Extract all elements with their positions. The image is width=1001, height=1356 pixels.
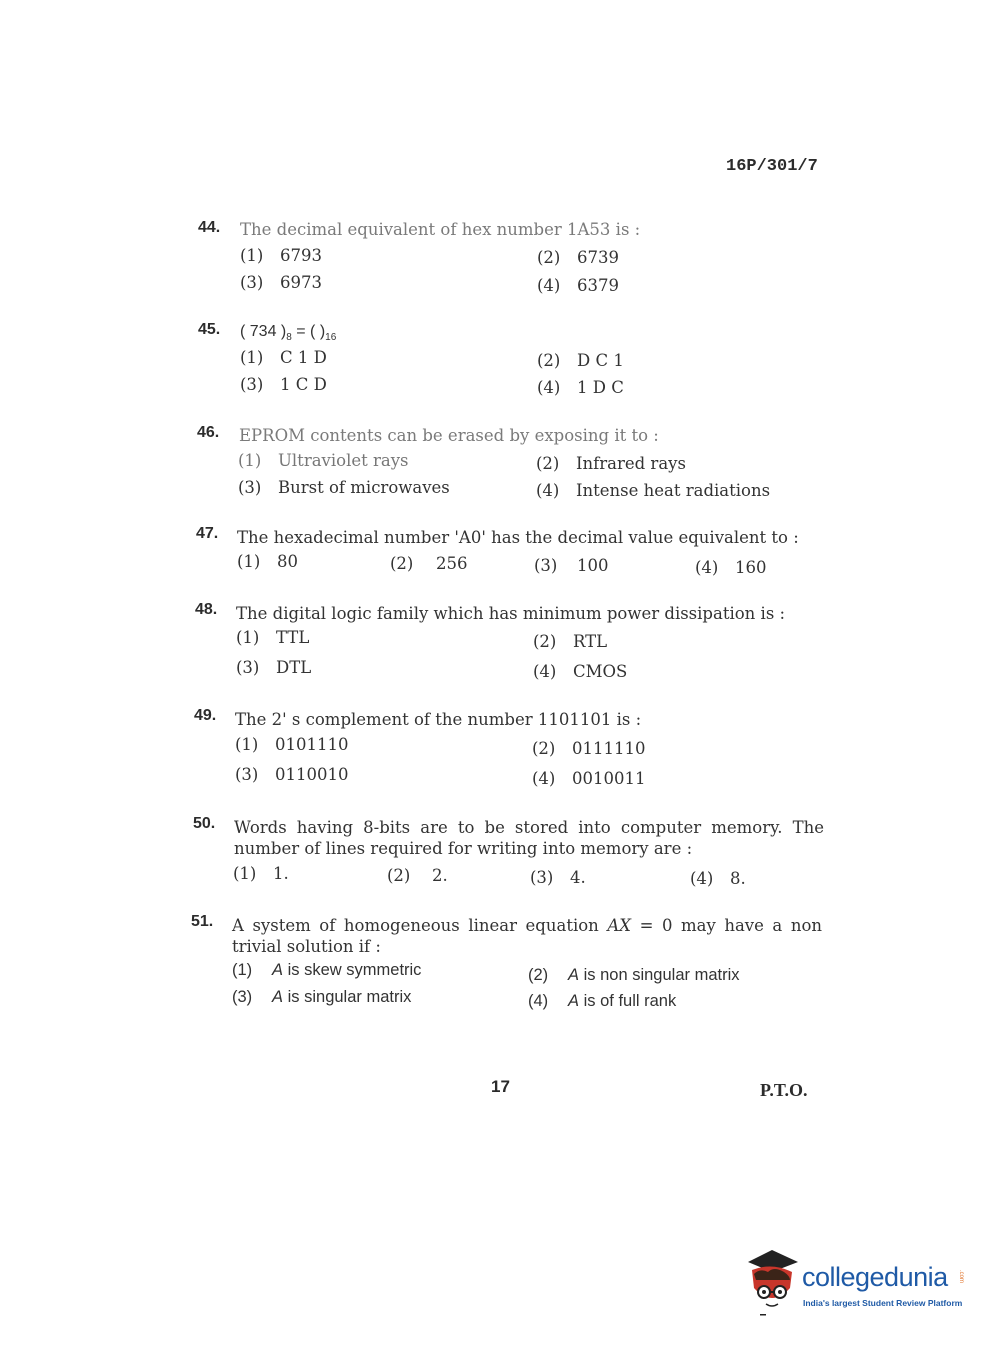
- option-4: [533, 662, 627, 681]
- option-4: [695, 558, 767, 577]
- collegedunia-logo: [742, 1248, 972, 1318]
- subscript-8: 8: [286, 332, 292, 343]
- option-number: (4): [690, 869, 714, 888]
- option-number: (4): [537, 276, 561, 295]
- option-text: Infrared rays: [576, 454, 686, 473]
- option-number: (4): [533, 662, 557, 681]
- option-number: (3): [238, 478, 262, 497]
- option-3: [240, 375, 327, 394]
- option-1: [240, 246, 322, 265]
- option-text: 6793: [280, 246, 322, 265]
- option-4: [536, 481, 770, 500]
- option-number: (1): [240, 348, 264, 367]
- mascot-icon: [742, 1248, 802, 1318]
- option-number: (1): [238, 451, 262, 470]
- option-number: (3): [240, 273, 264, 292]
- option-text: 6379: [577, 276, 619, 295]
- option-text: is singular matrix: [283, 988, 412, 1006]
- paper-code: 16P/301/7: [726, 157, 818, 176]
- logo-wordmark: collegedunia: [802, 1262, 948, 1292]
- option-2: [533, 632, 607, 651]
- option-3: [236, 658, 311, 677]
- option-1: [235, 735, 349, 754]
- option-2: [528, 966, 740, 985]
- option-text: DTL: [276, 658, 312, 677]
- option-number: (3): [240, 375, 264, 394]
- question-number: 51.: [191, 913, 214, 930]
- option-2: [387, 866, 448, 885]
- option-text: Burst of microwaves: [278, 478, 450, 497]
- option-number: (2): [537, 248, 561, 267]
- option-text: 2.: [432, 866, 448, 885]
- question-text-part: = 0 may have a non trivial solution if :: [232, 916, 823, 956]
- option-1: [238, 451, 409, 470]
- option-text: is of full rank: [579, 992, 677, 1010]
- question-number: 44.: [198, 219, 221, 236]
- option-text: RTL: [573, 632, 608, 651]
- option-text: D C 1: [577, 351, 624, 370]
- option-3: [534, 556, 609, 575]
- option-number: (2): [387, 866, 411, 885]
- option-text: is skew symmetric: [283, 961, 422, 979]
- option-number: (3): [530, 868, 554, 887]
- option-number: (1): [240, 246, 264, 265]
- question-text: [232, 915, 822, 957]
- option-4: [528, 992, 676, 1011]
- question-number: 46.: [197, 424, 220, 441]
- option-text: 4.: [570, 868, 586, 887]
- option-number: (1): [235, 735, 259, 754]
- page-number: 17: [491, 1077, 510, 1096]
- option-1: [236, 628, 309, 647]
- option-text: TTL: [276, 628, 310, 647]
- option-number: (3): [232, 988, 253, 1006]
- option-number: (2): [536, 454, 560, 473]
- variable-ax: AX: [607, 916, 632, 935]
- option-text: 160: [735, 558, 767, 577]
- base-8-expression: ( 734 ): [240, 323, 287, 340]
- option-4: [690, 869, 746, 888]
- option-variable: A: [568, 966, 580, 984]
- option-1: [240, 348, 327, 367]
- option-number: (1): [233, 864, 257, 883]
- option-3: [240, 273, 322, 292]
- base-16-expression: = ( ): [291, 323, 326, 340]
- option-text: 6973: [280, 273, 322, 292]
- option-text: 0101110: [275, 735, 349, 754]
- option-number: (2): [528, 966, 549, 984]
- option-text: 256: [436, 554, 468, 573]
- question-text: The digital logic family which has minimum power dissipation is :: [236, 604, 786, 623]
- option-text: 0110010: [275, 765, 349, 784]
- option-3: [530, 868, 586, 887]
- question-number: 48.: [195, 601, 218, 618]
- option-1: [237, 552, 298, 571]
- logo-dotcom: .com: [958, 1270, 964, 1284]
- option-1: [232, 961, 421, 980]
- option-4: [537, 378, 624, 397]
- option-number: (3): [236, 658, 260, 677]
- option-2: [537, 351, 624, 370]
- option-text: 6739: [577, 248, 619, 267]
- option-text: 0010011: [572, 769, 646, 788]
- option-2: [390, 554, 468, 573]
- option-text: C 1 D: [280, 348, 327, 367]
- subscript-16: 16: [325, 332, 337, 343]
- option-number: (1): [237, 552, 261, 571]
- option-text: 100: [577, 556, 609, 575]
- option-number: (4): [537, 378, 561, 397]
- option-2: [536, 454, 686, 473]
- option-text: 80: [277, 552, 298, 571]
- option-text: Ultraviolet rays: [278, 451, 409, 470]
- question-text: The hexadecimal number 'A0' has the decimal value equivalent to :: [237, 528, 799, 547]
- option-number: (2): [533, 632, 557, 651]
- question-text: The decimal equivalent of hex number 1A53 is :: [240, 220, 641, 239]
- option-number: (1): [236, 628, 260, 647]
- option-number: (4): [528, 992, 549, 1010]
- pto-label: P.T.O.: [760, 1080, 808, 1100]
- option-number: (4): [536, 481, 560, 500]
- option-number: (3): [534, 556, 558, 575]
- option-number: (4): [532, 769, 556, 788]
- logo-tagline: India's largest Student Review Platform: [803, 1298, 963, 1308]
- option-variable: A: [272, 961, 284, 979]
- option-3: [238, 478, 450, 497]
- question-text: Words having 8-bits are to be stored into computer memory. The number of lines required for writing into memory are :: [234, 818, 824, 858]
- question-text: The 2' s complement of the number 1101101 is :: [235, 710, 642, 729]
- option-3: [235, 765, 349, 784]
- option-text: 0111110: [572, 739, 646, 758]
- option-2: [532, 739, 646, 758]
- option-text: is non singular matrix: [579, 966, 740, 984]
- option-variable: A: [568, 992, 580, 1010]
- option-number: (4): [695, 558, 719, 577]
- option-text: 1 C D: [280, 375, 327, 394]
- option-text: 1 D C: [577, 378, 624, 397]
- option-1: [233, 864, 289, 883]
- option-number: (2): [537, 351, 561, 370]
- question-number: 50.: [193, 815, 216, 832]
- option-number: (2): [390, 554, 414, 573]
- question-number: 49.: [194, 707, 217, 724]
- option-text: 1.: [273, 864, 289, 883]
- question-text: [240, 321, 336, 348]
- option-4: [537, 276, 619, 295]
- option-text: Intense heat radiations: [576, 481, 771, 500]
- option-4: [532, 769, 646, 788]
- option-number: (1): [232, 961, 253, 979]
- option-3: [232, 988, 411, 1007]
- question-number: 45.: [198, 321, 221, 338]
- option-number: (2): [532, 739, 556, 758]
- question-text-part: A system of homogeneous linear equation: [232, 916, 608, 935]
- question-text: EPROM contents can be erased by exposing it to :: [239, 426, 659, 445]
- option-text: 8.: [730, 869, 746, 888]
- question-number: 47.: [196, 525, 219, 542]
- option-2: [537, 248, 619, 267]
- option-text: CMOS: [573, 662, 628, 681]
- option-variable: A: [272, 988, 284, 1006]
- option-number: (3): [235, 765, 259, 784]
